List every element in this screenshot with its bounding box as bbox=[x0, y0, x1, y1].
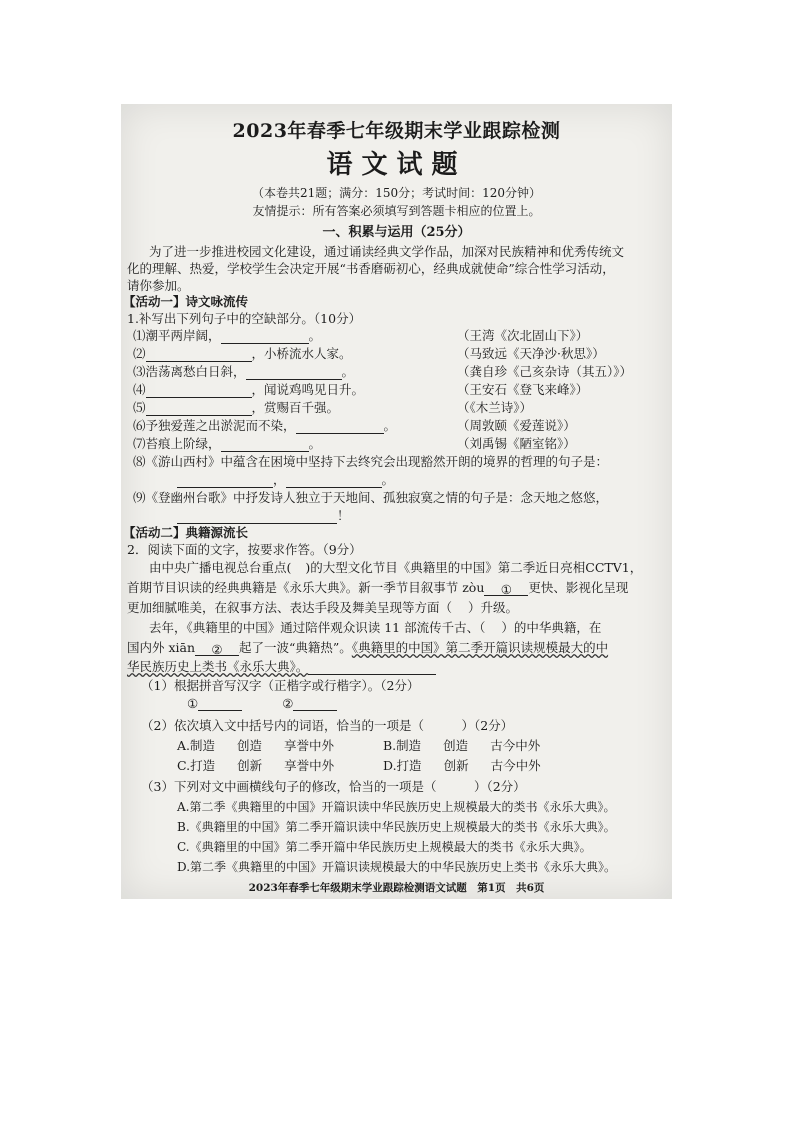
q9-end: ！ bbox=[337, 508, 350, 523]
source-3: （龚自珍《己亥杂诗（其五）》） bbox=[457, 364, 633, 379]
option-word: 享誉中外 bbox=[284, 738, 335, 753]
fill-line-2 bbox=[133, 344, 352, 362]
fill-text: ，赏赐百千强。 bbox=[251, 400, 340, 415]
section1-heading: 一、积累与运用（25分） bbox=[322, 225, 471, 240]
sub1-answer-row bbox=[187, 696, 337, 711]
passage-text: ）的中华典籍，在 bbox=[501, 620, 602, 635]
option-word: 古今中外 bbox=[490, 758, 541, 773]
fill-text: ⑵ bbox=[133, 346, 146, 361]
source-4: （王安石《登飞来峰》） bbox=[457, 382, 589, 397]
activity2-label: 【活动二】典籍源流长 bbox=[123, 525, 249, 540]
sub-question-2: （2）依次填入文中括号内的词语，恰当的一项是（ ）（2分） bbox=[141, 718, 514, 733]
fill-text: ⑹予独爱莲之出淤泥而不染， bbox=[133, 418, 296, 433]
option-word: 创新 bbox=[237, 758, 263, 773]
blank-marker: ② bbox=[211, 642, 223, 657]
option-a[interactable] bbox=[177, 736, 334, 754]
q8-answer-line bbox=[177, 470, 394, 488]
option-word: 创造 bbox=[237, 738, 263, 753]
exam-title: 2023年春季七年级期末学业跟踪检测 bbox=[232, 120, 561, 142]
passage-line bbox=[127, 638, 608, 656]
q8-end: 。 bbox=[381, 472, 395, 487]
sub-question-3: （3）下列对文中画横线句子的修改，恰当的一项是（ ）（2分） bbox=[141, 779, 526, 794]
passage-line bbox=[127, 578, 628, 596]
fill-text: 。 bbox=[383, 418, 397, 433]
source-2: （马致远《天净沙·秋思》） bbox=[457, 346, 605, 361]
fill-line-5 bbox=[133, 398, 339, 416]
fill-text: ，闻说鸡鸣见日升。 bbox=[251, 382, 365, 397]
answer-blank[interactable] bbox=[221, 330, 309, 344]
fill-text: ⑸ bbox=[133, 400, 146, 415]
answer-blank[interactable] bbox=[146, 348, 252, 362]
option-d[interactable] bbox=[383, 756, 541, 774]
fill-text: ⑷ bbox=[133, 382, 146, 397]
answer-blank[interactable] bbox=[177, 510, 337, 524]
q8-prompt: ⑻《游山西村》中蕴含在困境中坚持下去终究会出现豁然开朗的境界的哲理的句子是： bbox=[133, 454, 609, 469]
answer-blank[interactable] bbox=[286, 474, 382, 488]
answer-blank[interactable] bbox=[198, 697, 242, 711]
fill-line-4 bbox=[133, 380, 364, 398]
passage-line bbox=[149, 558, 642, 576]
q2-title: 2．阅读下面的文字，按要求作答。（9分） bbox=[127, 542, 362, 557]
fill-line-1 bbox=[133, 326, 321, 344]
sub-question-1: （1）根据拼音写汉字（正楷字或行楷字）。（2分） bbox=[141, 678, 420, 693]
intro-line: 为了进一步推进校园文化建设，通过诵读经典文学作品，加深对民族精神和优秀传统文 bbox=[149, 244, 625, 259]
sub3-option-c[interactable]: C.《典籍里的中国》第二季开篇中华民族历史上规模最大的类书《永乐大典》。 bbox=[177, 840, 592, 854]
intro-line: 请你参加。 bbox=[127, 278, 190, 293]
q9-prompt: ⑼《登幽州台歌》中抒发诗人独立于天地间、孤独寂寞之情的句子是：念天地之悠悠， bbox=[133, 490, 609, 505]
sub3-option-a[interactable]: A.第二季《典籍里的中国》开篇识读中华民族历史上规模最大的类书《永乐大典》。 bbox=[177, 800, 616, 814]
option-word: D.打造 bbox=[383, 758, 422, 773]
intro-line: 化的理解、热爱，学校学生会决定开展“书香磨砺初心，经典成就使命”综合性学习活动， bbox=[127, 261, 615, 276]
option-b[interactable] bbox=[383, 736, 540, 754]
pinyin-blank-1[interactable] bbox=[484, 582, 528, 596]
fill-text: ⑶浩荡离愁白日斜， bbox=[133, 364, 246, 379]
fill-text: 。 bbox=[341, 364, 355, 379]
subject-title: 语文试题 bbox=[326, 150, 467, 180]
underlined-sentence: 华民族历史上类书《永乐大典》。 bbox=[127, 659, 309, 674]
passage-line bbox=[127, 657, 436, 675]
source-1: （王湾《次北固山下》） bbox=[457, 328, 589, 343]
passage-line bbox=[127, 598, 518, 616]
passage-text: 由中央广播电视总台重点( bbox=[149, 560, 292, 575]
sub3-option-d[interactable]: D.第二季《典籍里的中国》开篇识读规模最大的中华民族历史上类书《永乐大典》。 bbox=[177, 860, 617, 874]
option-word: A.制造 bbox=[177, 738, 216, 753]
passage-text: )的大型文化节目《典籍里的中国》第二季近日亮相CCTV1， bbox=[305, 560, 643, 575]
passage-text: 首期节目识读的经典典籍是《永乐大典》。新一季节目叙事节 zòu bbox=[127, 580, 485, 595]
pinyin-blank-2[interactable] bbox=[195, 642, 239, 656]
reminder: 友情提示：所有答案必须填写到答题卡相应的位置上。 bbox=[252, 204, 541, 218]
passage-text: 更加细腻唯美，在叙事方法、表达手段及舞美呈现等方面（ bbox=[127, 600, 453, 615]
option-word: 享誉中外 bbox=[284, 758, 335, 773]
blank-marker: ① bbox=[500, 582, 512, 597]
source-7: （刘禹锡《陋室铭》） bbox=[457, 436, 576, 451]
option-c[interactable] bbox=[177, 756, 334, 774]
q9-answer-line bbox=[177, 506, 350, 524]
answer-blank[interactable] bbox=[296, 420, 384, 434]
fill-line-3 bbox=[133, 362, 354, 380]
option-word: B.制造 bbox=[383, 738, 422, 753]
activity1-label: 【活动一】诗文咏流传 bbox=[123, 294, 249, 309]
passage-text: 国内外 xiān bbox=[127, 640, 196, 655]
fill-text: 。 bbox=[308, 436, 322, 451]
exam-paper bbox=[121, 104, 672, 899]
option-word: 古今中外 bbox=[490, 738, 541, 753]
q8-comma: ， bbox=[273, 472, 286, 487]
answer-blank[interactable] bbox=[246, 366, 342, 380]
passage-text: 起了一波“典籍热”。 bbox=[239, 640, 352, 655]
fill-line-6 bbox=[133, 416, 396, 434]
sub3-option-b[interactable]: B.《典籍里的中国》第二季开篇识读中华民族历史上规模最大的类书《永乐大典》。 bbox=[177, 820, 616, 834]
option-word: 创造 bbox=[443, 738, 469, 753]
underline-extension bbox=[308, 661, 436, 675]
fill-text: ，小桥流水人家。 bbox=[251, 346, 352, 361]
blank-marker: ② bbox=[282, 696, 294, 711]
underlined-sentence: 《典籍里的中国》第二季开篇识读规模最大的中 bbox=[351, 640, 609, 655]
fill-text: ⑺苔痕上阶绿， bbox=[133, 436, 221, 451]
source-6: （周敦颐《爱莲说》） bbox=[457, 418, 576, 433]
passage-text: 更快、影视化呈现 bbox=[528, 580, 629, 595]
answer-blank[interactable] bbox=[221, 438, 309, 452]
exam-info: （本卷共21题；满分：150分；考试时间：120分钟） bbox=[251, 186, 542, 200]
blank-marker: ① bbox=[187, 696, 199, 711]
fill-line-7 bbox=[133, 434, 321, 452]
passage-text: 去年，《典籍里的中国》通过陪伴观众识读 11 部流传千古、（ bbox=[149, 620, 486, 635]
option-word: 创新 bbox=[443, 758, 469, 773]
passage-text: ）升级。 bbox=[468, 600, 519, 615]
answer-blank[interactable] bbox=[293, 697, 337, 711]
page-footer: 2023年春季七年级期末学业跟踪检测语文试题 第1页 共6页 bbox=[248, 882, 545, 894]
answer-blank[interactable] bbox=[177, 474, 273, 488]
fill-text: ⑴潮平两岸阔， bbox=[133, 328, 221, 343]
answer-blank[interactable] bbox=[146, 402, 252, 416]
answer-blank[interactable] bbox=[146, 384, 252, 398]
fill-text: 。 bbox=[308, 328, 322, 343]
source-5: （《木兰诗》） bbox=[457, 400, 533, 415]
option-word: C.打造 bbox=[177, 758, 216, 773]
passage-line bbox=[149, 618, 601, 636]
q1-title: 1.补写出下列句子中的空缺部分。（10分） bbox=[127, 311, 362, 326]
